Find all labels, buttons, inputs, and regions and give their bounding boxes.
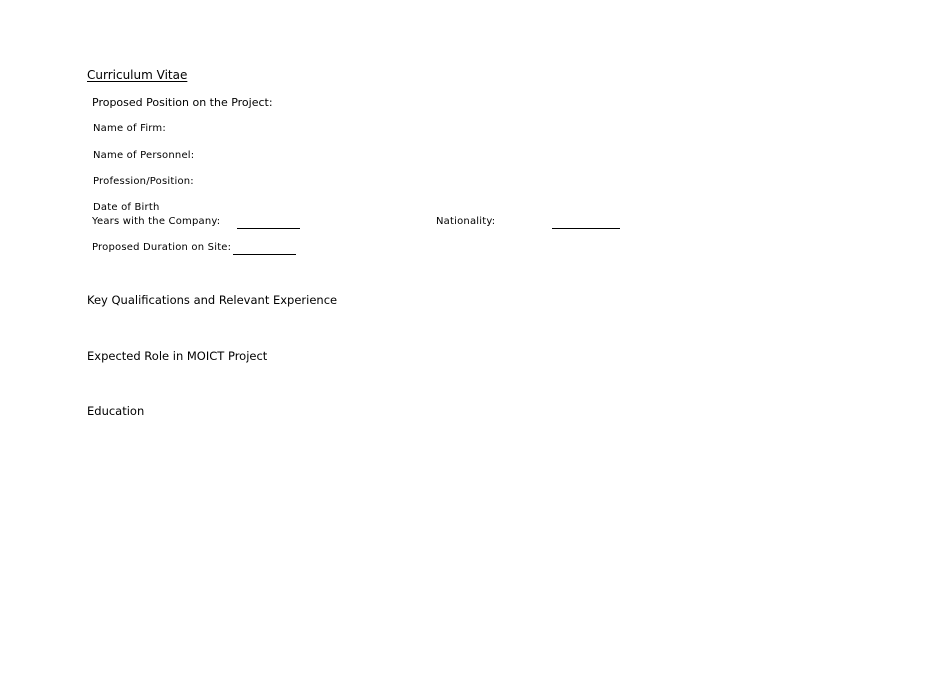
years-with-company-label: Years with the Company:	[92, 216, 221, 227]
proposed-duration-label: Proposed Duration on Site:	[92, 242, 232, 253]
nationality-label: Nationality:	[436, 216, 496, 227]
name-of-firm-label: Name of Firm:	[93, 123, 166, 134]
education-heading: Education	[87, 404, 145, 418]
expected-role-heading: Expected Role in MOICT Project	[87, 349, 268, 363]
document-title: Curriculum Vitae	[87, 68, 188, 82]
nationality-blank[interactable]	[552, 228, 620, 229]
date-of-birth-label: Date of Birth	[93, 202, 160, 213]
proposed-duration-blank[interactable]	[233, 254, 296, 255]
profession-position-label: Profession/Position:	[93, 176, 194, 187]
name-of-personnel-label: Name of Personnel:	[93, 150, 195, 161]
proposed-position-label: Proposed Position on the Project:	[92, 96, 273, 109]
key-qualifications-heading: Key Qualifications and Relevant Experience	[87, 293, 338, 307]
years-with-company-blank[interactable]	[237, 228, 300, 229]
